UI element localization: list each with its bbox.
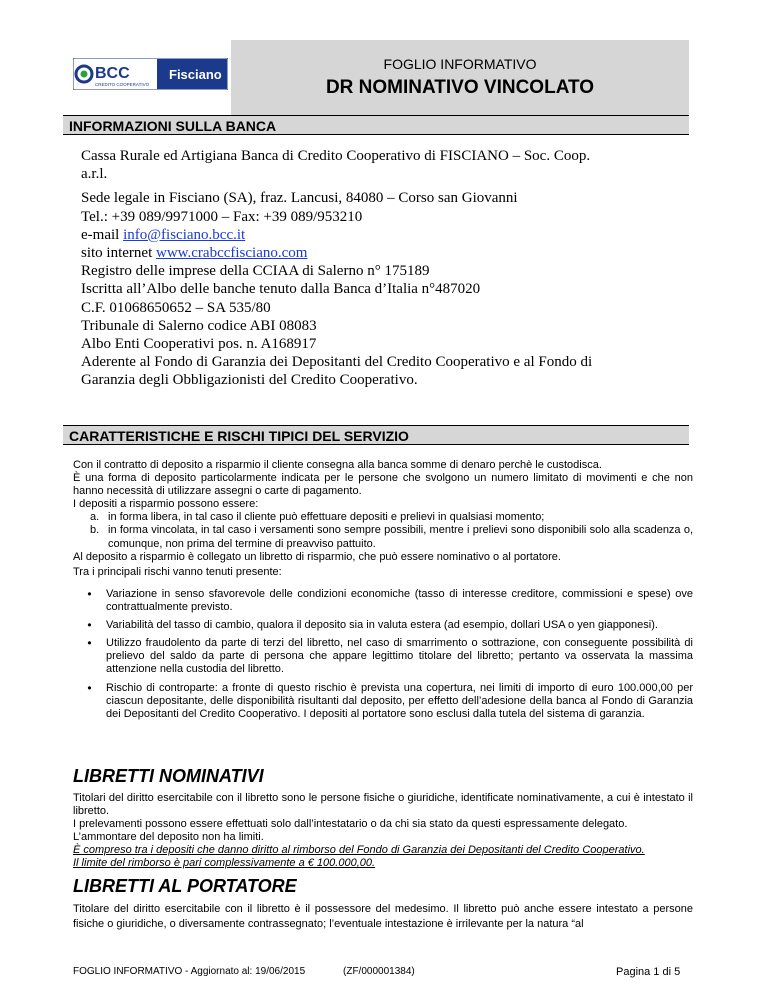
section-title-portatore: LIBRETTI AL PORTATORE [73,876,297,896]
svg-text:CREDITO COOPERATIVO: CREDITO COOPERATIVO [95,82,150,87]
service-p3: I depositi a risparmio possono essere: [73,498,259,511]
bcc-fisciano-logo [73,58,228,90]
bank-tribunale: Tribunale di Salerno codice ABI 08083 [81,317,317,334]
service-p2: È una forma di deposito particolarmente indicata per le persone che svolgono un numero limitato di movimenti e che non hanno necessità di utilizzare assegni o carte di pagamento. [73,472,693,498]
nominativi-p5: Il limite del rimborso è pari complessivamente a € 100.000,00. [73,857,376,870]
bullet-icon: • [87,680,92,695]
svg-text:Fisciano: Fisciano [169,67,222,82]
list-item: • Utilizzo fraudolento da parte di terzi del libretto, nel caso di smarrimento o sottrazione, con conseguente possibilità di prelievo del saldo da parte di persona che appare legittimo titolare del libretto; pertanto va osservata la massima attenzione nella custodia del libretto. [73,637,693,676]
section-title-risks: CARATTERISTICHE E RISCHI TIPICI DEL SERVIZIO [63,425,689,445]
list-item: b. in forma vincolata, in tal caso i versamenti sono sempre possibili, mentre i prelievi sono disponibili solo alla scadenza o, comunque, non prima del termine di preavviso pattuito. [90,524,693,550]
page-number: Pagina 1 di 5 [616,966,681,978]
portatore-text [73,902,693,931]
document-label: FOGLIO INFORMATIVO [383,56,537,72]
deposit-forms-list [73,511,693,550]
bank-cf: C.F. 01068650652 – SA 535/80 [81,299,271,316]
bank-seat: Sede legale in Fisciano (SA), fraz. Lancusi, 84080 – Corso san Giovanni [81,190,518,207]
bank-fondo-line-2: Garanzia degli Obbligazionisti del Credito Cooperativo. [81,372,418,389]
svg-text:BCC: BCC [95,65,130,82]
nominativi-p3: L’ammontare del deposito non ha limiti. [73,831,264,844]
list-item: • Variazione in senso sfavorevole delle condizioni economiche (tasso di interesse creditore, commissioni e spese) ove contrattualmente previsto. [73,588,693,614]
footer-code: (ZF/000001384) [343,966,415,977]
list-item: • Rischio di controparte: a fronte di questo rischio è prevista una copertura, nei limiti di importo di euro 100.000,00 per ciascun depositante, delle disponibilità risultanti dal deposito, per effetto dell’adesione della banca al Fondo di Garanzia dei Depositanti del Credito Cooperativo. I depositi al portatore sono esclusi dalla tutela del sistema di garanzia. [73,682,693,721]
bank-register: Registro delle imprese della CCIAA di Salerno n° 175189 [81,263,430,280]
service-p4: Al deposito a risparmio è collegato un libretto di risparmio, che può essere nominativo o al portatore. [73,550,561,563]
bank-info-block [81,147,681,390]
email-link[interactable]: info@fisciano.bcc.it [123,226,246,243]
portatore-p1: Titolare del diritto esercitabile con il libretto è il possessore del medesimo. Il libretto può anche essere intestato a persone fisiche o giuridiche, o diversamente contrassegnato; l’eventuale intestazione è irrilevante per la natura “al [73,903,693,930]
bullet-icon: • [87,636,92,651]
footer-updated: FOGLIO INFORMATIVO - Aggiornato al: 19/06/2015 [73,966,306,977]
service-p1: Con il contratto di deposito a risparmio il cliente consegna alla banca somme di denaro perchè le custodisca. [73,459,602,471]
service-description [73,459,693,564]
nominativi-p1: Titolari del diritto esercitabile con il libretto sono le persone fisiche o giuridiche, identificate nominativamente, a cui è intestato il libretto. [73,792,693,818]
website-link[interactable]: www.crabccfisciano.com [156,245,308,262]
bank-fondo-line-1: Aderente al Fondo di Garanzia dei Depositanti del Credito Cooperativo e al Fondo di [81,354,593,371]
section-title-nominativi: LIBRETTI NOMINATIVI [73,766,264,786]
bullet-icon: • [87,587,92,601]
bank-albo: Iscritta all’Albo delle banche tenuto dalla Banca d’Italia n°487020 [81,281,481,298]
list-item: • Variabilità del tasso di cambio, qualora il deposito sia in valuta estera (ad esempio, dollari USA o yen giapponesi). [73,619,693,632]
risks-intro: Tra i principali rischi vanno tenuti presente: [73,566,282,578]
risks-list [73,588,693,726]
list-item: a. in forma libera, in tal caso il cliente può effettuare depositi e prelievi in qualsiasi momento; [90,511,545,524]
document-title: DR NOMINATIVO VINCOLATO [325,77,595,98]
bank-phone: Tel.: +39 089/9971000 – Fax: +39 089/953210 [81,208,363,225]
bank-albo-coop: Albo Enti Cooperativi pos. n. A168917 [81,336,317,353]
bank-site-line: sito internet www.crabccfisciano.com [81,245,308,262]
section-title-bank-info: INFORMAZIONI SULLA BANCA [63,115,689,135]
nominativi-text [73,792,693,871]
bullet-icon: • [87,618,92,633]
bank-email-line: e-mail info@fisciano.bcc.it [81,226,246,243]
bank-name-line-2: a.r.l. [81,166,108,183]
bank-name-line-1: Cassa Rurale ed Artigiana Banca di Credito Cooperativo di FISCIANO – Soc. Coop. [81,148,591,164]
nominativi-p4: È compreso tra i depositi che danno diritto al rimborso del Fondo di Garanzia dei Depositanti del Credito Cooperativo. [73,844,645,857]
nominativi-p2: I prelevamenti possono essere effettuati solo dall’intestatario o da chi sia stato da questi espressamente delegato. [73,818,628,831]
